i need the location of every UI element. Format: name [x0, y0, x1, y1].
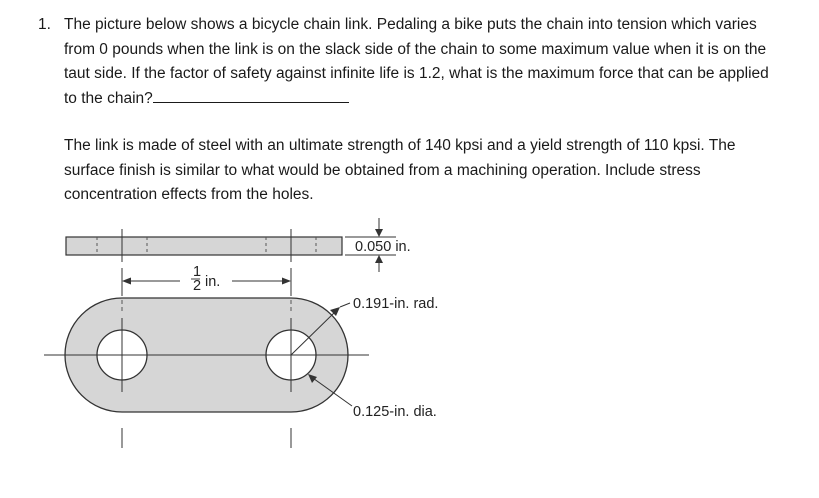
question-number: 1. [38, 16, 51, 33]
problem-text-1: The picture below shows a bicycle chain link. Pedaling a bike puts the chain into tension which varies from 0 pounds when the link is on the slack side of the chain to some maximum value when it is on the taut side. If the factor of safety against infinite life is 1.2, what is the maximum force that can be applied to the chain? [64, 16, 769, 107]
fraction-denominator: 2 [193, 278, 202, 294]
thickness-label: 0.050 in. [355, 239, 411, 255]
thickness-dimension [345, 218, 411, 272]
problem-paragraph-2: The link is made of steel with an ultimate strength of 140 kpsi and a yield strength of 110 kpsi. The surface finish is similar to what would be obtained from a machining operation. Include stress concentration effects from the holes. [64, 137, 736, 203]
fraction-numerator: 1 [193, 264, 202, 280]
pitch-dimension [122, 264, 291, 296]
link-plan-view [44, 298, 369, 448]
side-view [66, 229, 342, 262]
radius-label: 0.191-in. rad. [353, 296, 439, 312]
spacing-unit: in. [205, 274, 221, 290]
hole-diameter-label: 0.125-in. dia. [353, 404, 437, 420]
